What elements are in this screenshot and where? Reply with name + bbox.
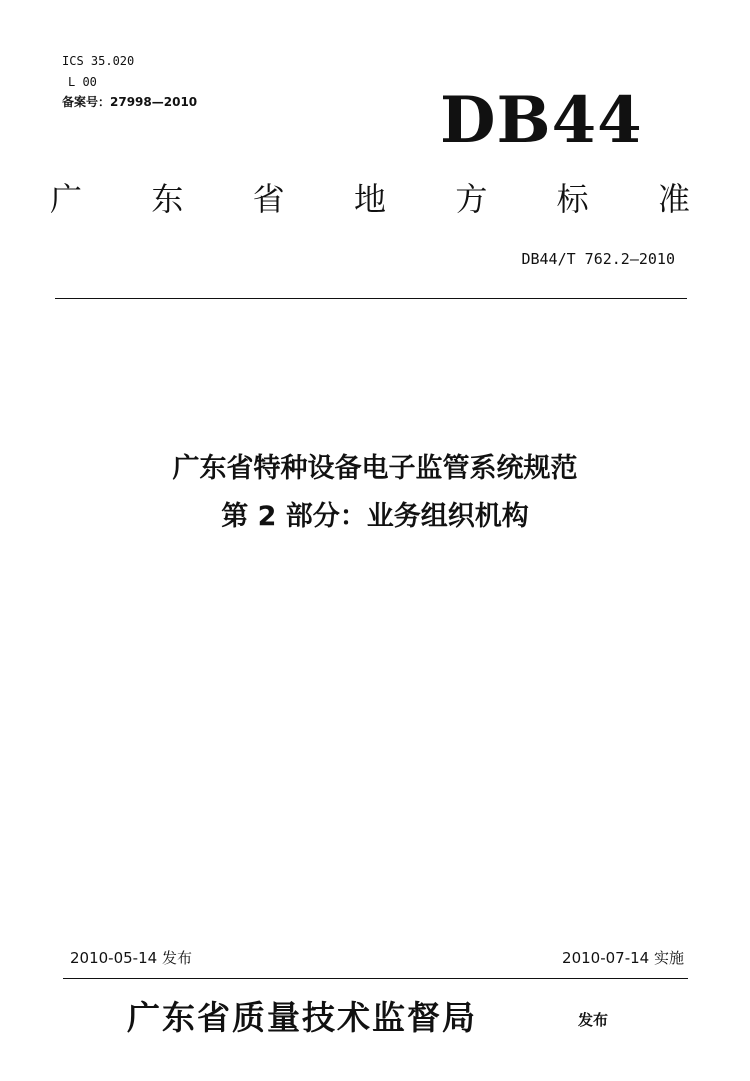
- publish-date: 2010-05-14 发布: [70, 949, 192, 967]
- record-number: 备案号：27998—2010: [62, 95, 198, 109]
- standard-number: DB44/T 762.2—2010: [521, 250, 675, 268]
- standard-type-char: 标: [556, 180, 589, 218]
- standard-type-char: 方: [455, 180, 488, 218]
- standard-type-char: 广: [50, 180, 83, 218]
- standard-code-logo: DB44: [440, 83, 643, 158]
- document-title-line2: 第 2 部分：业务组织机构: [221, 501, 529, 532]
- document-title-line1: 广东省特种设备电子监管系统规范: [172, 453, 578, 484]
- standard-type: [50, 172, 690, 222]
- implement-date: 2010-07-14 实施: [562, 949, 684, 967]
- ics-number: ICS 35.020: [62, 54, 135, 68]
- standard-type-char: 东: [151, 180, 184, 218]
- standard-type-char: 地: [353, 180, 386, 218]
- category-code: L 00: [68, 75, 97, 89]
- bottom-divider: [63, 978, 688, 979]
- standard-type-char: 省: [252, 180, 285, 218]
- standard-type-char: 准: [657, 180, 690, 218]
- issue-label: 发布: [578, 1011, 609, 1029]
- top-divider: [55, 298, 687, 299]
- issuing-authority: 广东省质量技术监督局: [127, 998, 477, 1037]
